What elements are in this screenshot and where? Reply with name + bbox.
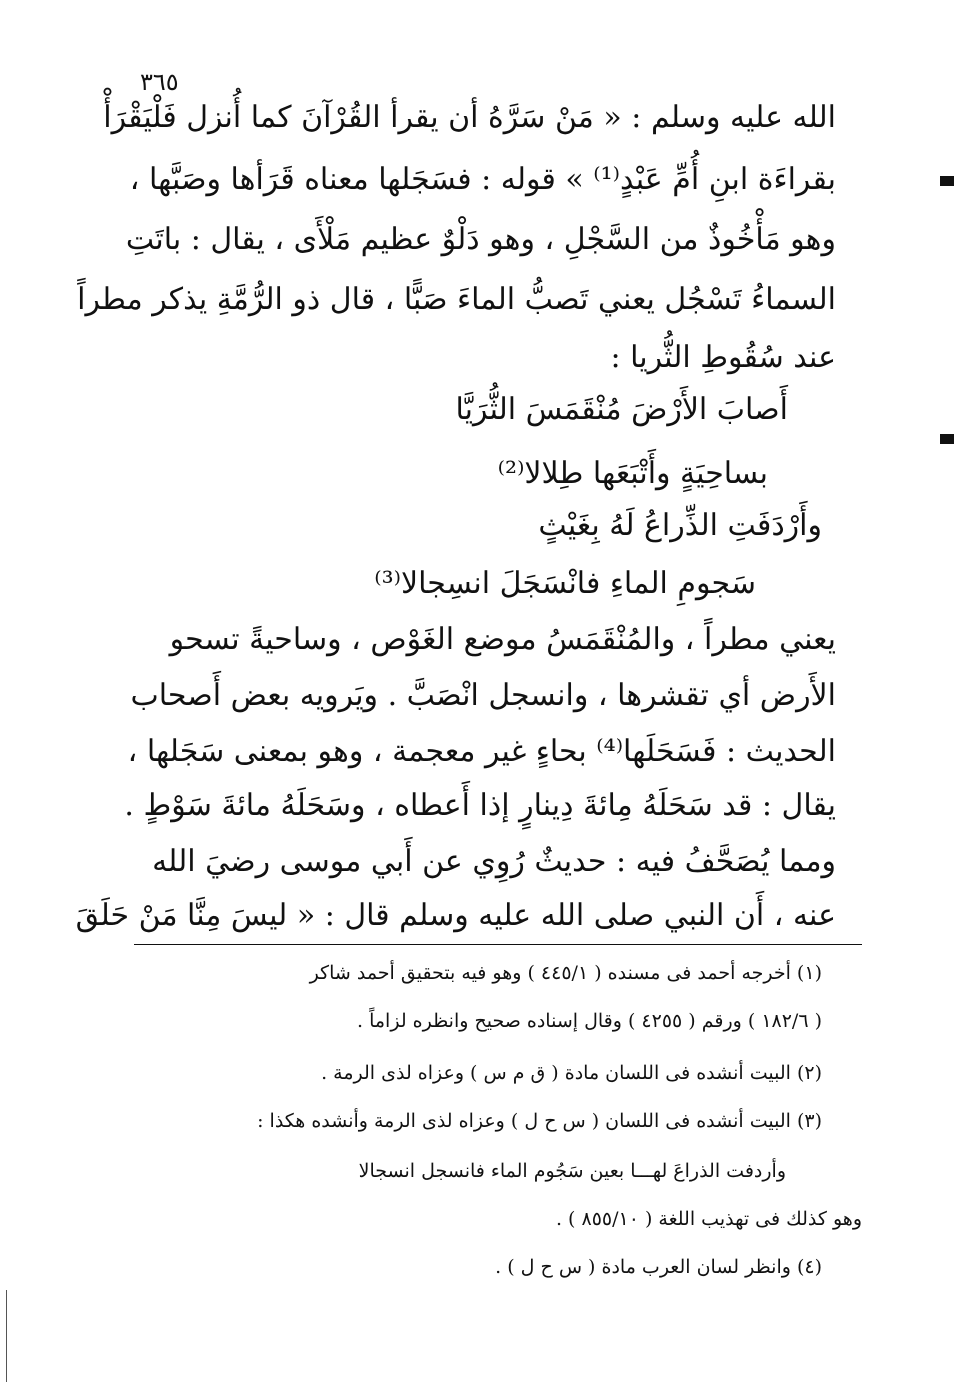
footnote-line: (٤) وانظر لسان العرب مادة ( س ح ل ) . — [495, 1256, 822, 1278]
scan-edge-mark — [940, 434, 954, 444]
body-line: بقراءَة ابنِ أُمِّ عَبْدٍ⁽¹⁾ » قوله : فسَجَلها معناه قَرَأها وصَبَّها ، — [129, 162, 836, 197]
footnote-line: (٣) البيت أنشده فى اللسان ( س ح ل ) وعزاه لذى الرمة وأنشده هكذا : — [257, 1110, 822, 1132]
body-line: السماءُ تَسْجُل يعني تَصبُّ الماءَ صَبًّا ، قال ذو الرُّمَّةِ يذكر مطراً — [77, 282, 836, 317]
verse-line: أَصابَ الأَرْضَ مُنْقَمَسَ الثُّرَيَّا — [455, 392, 788, 427]
footnote-verse: وأردفت الذراعَ لهـــا بعين سَجُوم الماء فانسجل انسجالا — [358, 1160, 786, 1182]
body-line: الأَرض أي تقشرها ، وانسجل انْصَبَّ . ويَرويه بعض أَصحاب — [130, 678, 836, 713]
body-line: ومما يُصَحَّفُ فيه : حديثٌ رُوِي عن أَبي موسى رضيَ الله — [152, 844, 836, 879]
scan-edge-mark — [940, 176, 954, 186]
body-line: عنه ، أَن النبي صلى الله عليه وسلم قال : « ليسَ مِنَّا مَنْ حَلَقَ — [75, 898, 836, 933]
body-line: وهو مَأْخُوذٌ من السَّجْلِ ، وهو دَلْوٌ عظيم مَلْأَى ، يقال : باتَتِ — [125, 222, 836, 257]
body-line: الله عليه وسلم : « مَنْ سَرَّهُ أن يقرأ القُرْآنَ كما أُنزل فَلْيَقْرَأْ — [103, 100, 836, 135]
footnote-line: ( ١٨٢/٦ ) ورقم ( ٤٢٥٥ ) وقال إسناده صحيح وانظره لزاماً . — [357, 1010, 822, 1032]
verse-line: بساحِيَةٍ وأَتْبَعَها طِلالا⁽²⁾ — [497, 456, 768, 491]
body-line: يقال : قد سَحَلَهُ مِائةَ دِينارٍ إذا أَعطاه ، وسَحَلَهُ مائةَ سَوْطٍ . — [124, 788, 836, 823]
page-number: ٣٦٥ — [140, 68, 179, 96]
footnote-line: (١) أخرجه أحمد فى مسنده ( ٤٤٥/١ ) وهو فيه بتحقيق أحمد شاكر — [309, 962, 822, 984]
footnote-line: وهو كذلك فى تهذيب اللغة ( ٨٥٥/١٠ ) . — [555, 1208, 862, 1230]
verse-line: سَجومِ الماءِ فانْسَجَلَ انسِجالا⁽³⁾ — [374, 566, 756, 601]
footnote-line: (٢) البيت أنشده فى اللسان مادة ( ق م س ) وعزاه لذى الرمة . — [321, 1062, 822, 1084]
body-line: الحديث : فَسَحَلَها⁽⁴⁾ بحاءٍ غير معجمة ، وهو بمعنى سَجَلها ، — [127, 734, 836, 769]
verse-line: وأَرْدَفَتِ الذِّراعُ لَهُ بِغَيْثٍ — [538, 508, 822, 543]
footnote-separator — [134, 944, 862, 945]
scan-margin-line — [6, 1290, 7, 1382]
body-line: عند سُقُوطِ الثُّريا : — [610, 340, 836, 375]
body-line: يعني مطراً ، والمُنْقَمَسُ موضع الغَوْص ، وساحيةً تسحو — [169, 622, 836, 657]
